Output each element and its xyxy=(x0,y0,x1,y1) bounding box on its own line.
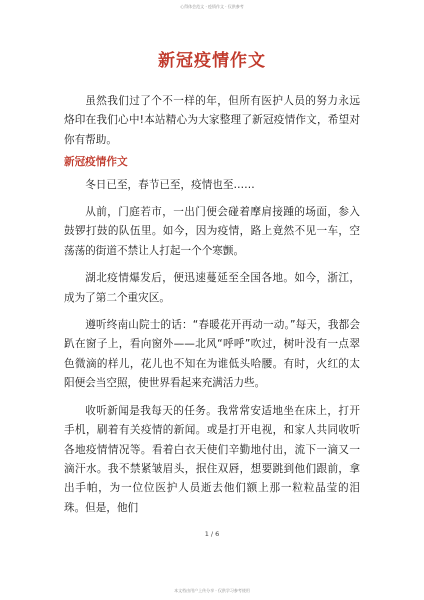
header-note: 心得体会范文 · 疫情作文 · 仅供参考 xyxy=(180,4,244,9)
body-paragraph: 湖北疫情爆发后，便迅速蔓延至全国各地。如今，浙江，成为了第二个重灾区。 xyxy=(64,272,360,304)
footer-note: 本文档由用户上传分享 · 仅供学习参考使用 xyxy=(174,588,250,593)
body-paragraph: 收听新闻是我每天的任务。我常常安适地坐在床上，打开手机，刷着有关疫情的新闻。或是打开电视，和家人共同收听各地疫情情况等。看着白衣天使们辛勤地付出，流下一滴又一滴汗水。我不禁紧皱眉头，抿住双唇，想要跳到他们跟前，拿出手帕，为一位位医护人员逝去他们额上那一粒粒晶莹的泪珠。但是，他们 xyxy=(64,404,360,514)
page-number: 1 / 6 xyxy=(204,530,220,538)
body-paragraph: 冬日已至，春节已至，疫情也至…… xyxy=(85,178,255,191)
document-title: 新冠疫情作文 xyxy=(158,51,266,71)
body-paragraph: 遵听终南山院士的话：“春暖花开再动一动。”每天，我都会趴在窗子上，看向窗外——北风“呼呼”吹过，树叶没有一点翠色微滴的样儿，花儿也不知在为谁低头哈腰。有时，火红的太阳便会当空照，使世界看起来充满活力些。 xyxy=(64,319,360,390)
section-subtitle: 新冠疫情作文 xyxy=(64,156,128,169)
document-body xyxy=(64,92,360,526)
intro-paragraph: 虽然我们过了个不一样的年，但所有医护人员的努力永远烙印在我们心中!本站精心为大家整理了新冠疫情作文，希望对你有帮助。 xyxy=(64,95,360,146)
body-paragraph: 从前，门庭若市，一出门便会碰着摩肩接踵的场面，参入鼓锣打鼓的队伍里。如今，因为疫情，路上竟然不见一车，空荡荡的街道不禁让人打起一个个寒颤。 xyxy=(64,206,360,257)
